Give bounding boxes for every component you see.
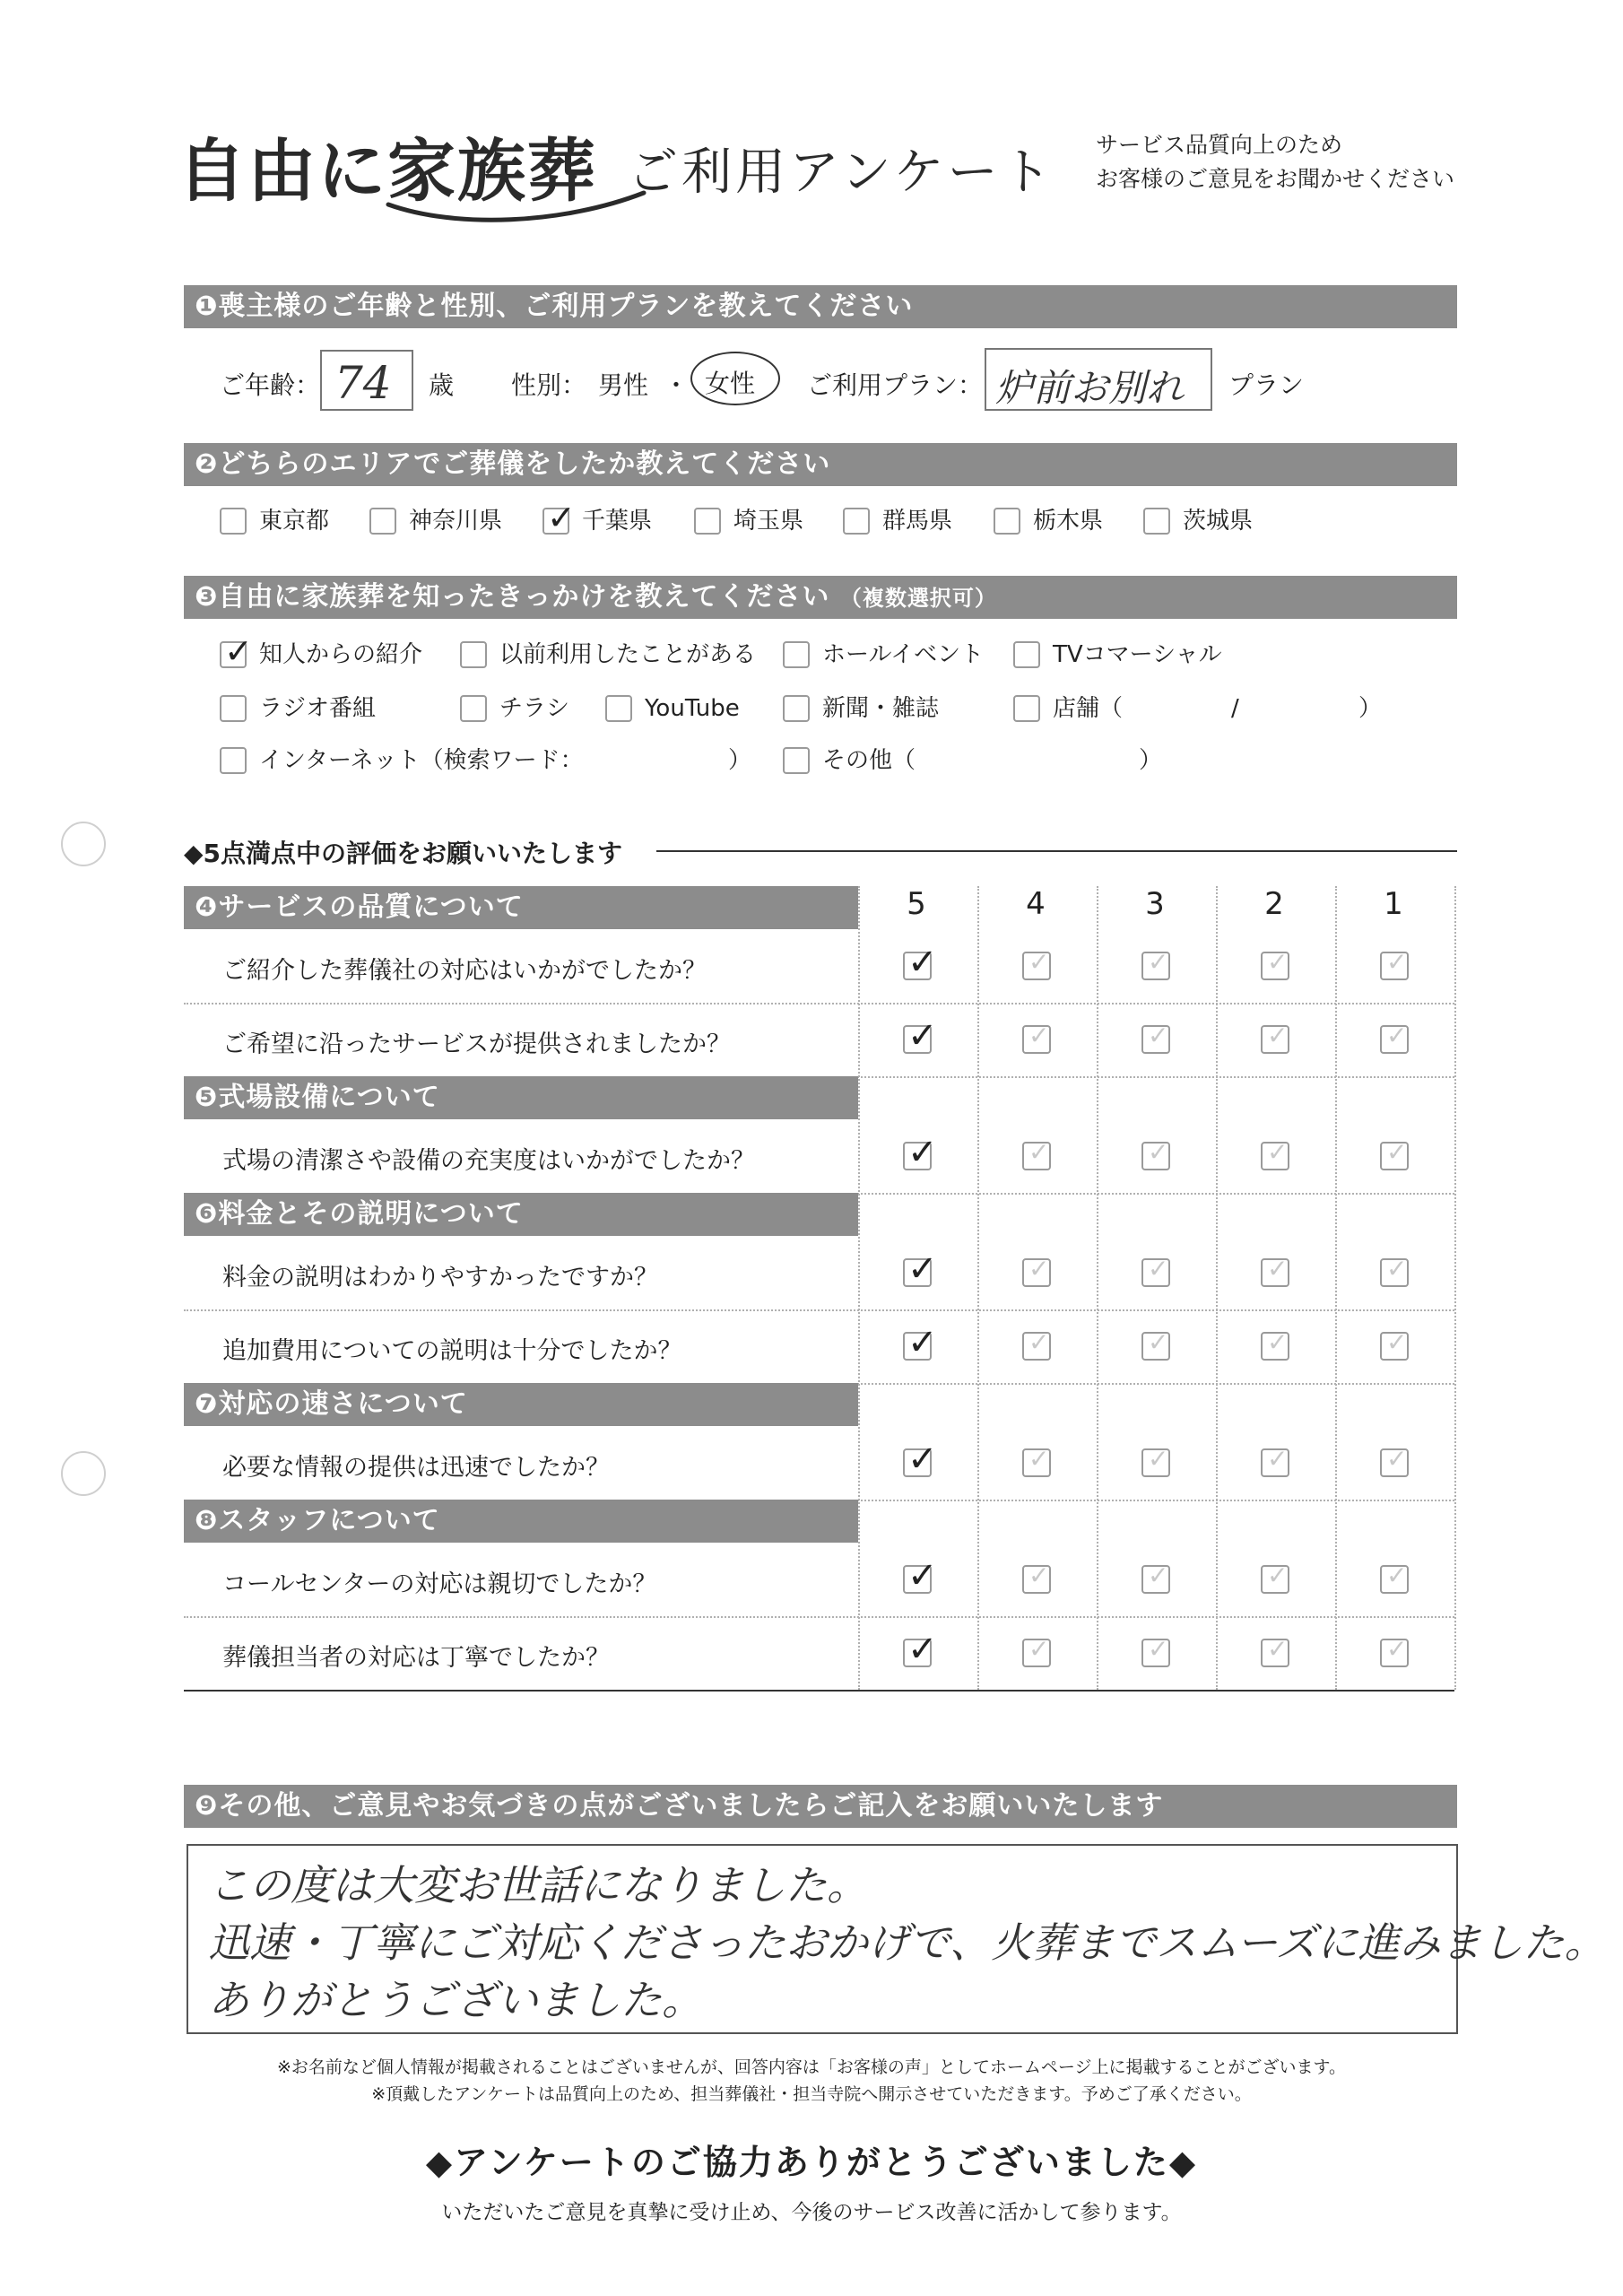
checkmark-icon: ✓ — [1028, 1327, 1050, 1357]
trigger-label-6: チラシ — [499, 695, 570, 722]
gender-male-option[interactable]: 男性 — [598, 370, 649, 400]
section-3-heading-text: ❸自由に家族葬を知ったきっかけを教えてください — [195, 581, 830, 613]
rating-checkbox-4[interactable] — [1022, 1137, 1051, 1170]
store-close-paren: ） — [1358, 695, 1383, 722]
area-label-3: 千葉県 — [582, 508, 653, 535]
checkmark-icon: ✓ — [1267, 1634, 1289, 1664]
column-divider — [1454, 886, 1456, 1690]
checkmark-icon: ✓ — [1028, 1444, 1050, 1474]
checkmark-icon: ✓ — [907, 1015, 938, 1057]
column-divider — [1216, 886, 1218, 1690]
trigger-checkbox-11[interactable] — [783, 747, 810, 774]
area-checkbox-4[interactable] — [694, 508, 721, 535]
rating-checkbox-5[interactable] — [903, 1132, 938, 1173]
rating-checkbox-1[interactable] — [1380, 1254, 1409, 1287]
checkmark-icon: ✓ — [1148, 1021, 1169, 1050]
trigger-checkbox-2[interactable] — [460, 641, 487, 668]
logo — [178, 117, 597, 214]
section-9-heading: ❾その他、ご意見やお気づきの点がございましたらご記入をお願いいたします — [184, 1785, 1457, 1828]
plan-unit: プラン — [1228, 370, 1305, 400]
area-label-1: 東京都 — [259, 508, 330, 535]
rating-checkbox-2[interactable] — [1261, 1634, 1289, 1667]
checkmark-icon: ✓ — [1028, 1561, 1050, 1590]
section-3-heading-note: （複数選択可） — [839, 586, 997, 611]
column-divider — [1335, 886, 1337, 1690]
score-header-2: 2 — [1264, 886, 1284, 922]
checkmark-icon: ✓ — [1267, 1254, 1289, 1283]
checkmark-icon: ✓ — [1386, 947, 1408, 977]
trigger-label-11: その他（ — [822, 747, 916, 774]
trigger-label-8: 新聞・雑誌 — [822, 695, 940, 722]
rating-checkbox-3[interactable] — [1141, 1561, 1170, 1594]
checkmark-icon: ✓ — [1028, 1137, 1050, 1167]
logo-swoosh — [384, 188, 653, 224]
trigger-label-5: ラジオ番組 — [259, 695, 377, 722]
area-checkbox-6[interactable] — [994, 508, 1020, 535]
checkmark-icon: ✓ — [1028, 1254, 1050, 1283]
rating-checkbox-5[interactable] — [903, 942, 938, 983]
rating-checkbox-4[interactable] — [1022, 1634, 1051, 1667]
comment-box[interactable] — [187, 1844, 1606, 2034]
rating-question: 料金の説明はわかりやすかったですか？ — [222, 1264, 658, 1292]
rating-checkbox-5[interactable] — [903, 1015, 938, 1057]
internet-close-paren: ） — [728, 747, 752, 774]
rating-intro-rule — [656, 850, 1457, 852]
other-close-paren: ） — [1139, 747, 1163, 774]
trigger-label-4: TVコマーシャル — [1053, 641, 1222, 668]
gender-female-option[interactable] — [690, 352, 780, 405]
plan-label: ご利用プラン： — [807, 370, 984, 400]
rating-checkbox-4[interactable] — [1022, 1444, 1051, 1477]
checkmark-icon: ✓ — [1386, 1327, 1408, 1357]
rating-checkbox-4[interactable] — [1022, 1021, 1051, 1054]
section-2-heading: ❷どちらのエリアでご葬儀をしたか教えてください — [184, 443, 1457, 486]
rating-checkbox-3[interactable] — [1141, 1634, 1170, 1667]
rating-checkbox-1[interactable] — [1380, 1444, 1409, 1477]
checkmark-icon: ✓ — [1386, 1254, 1408, 1283]
area-checkbox-5[interactable] — [843, 508, 870, 535]
rating-question: 式場の清潔さや設備の充実度はいかがでしたか？ — [222, 1147, 755, 1175]
trigger-checkbox-3[interactable] — [783, 641, 810, 668]
checkmark-icon: ✓ — [1386, 1561, 1408, 1590]
rating-checkbox-1[interactable] — [1380, 1327, 1409, 1361]
checkmark-icon: ✓ — [224, 631, 253, 671]
rating-checkbox-1[interactable] — [1380, 1021, 1409, 1054]
rating-checkbox-1[interactable] — [1380, 1634, 1409, 1667]
rating-question: 葬儀担当者の対応は丁寧でしたか？ — [222, 1644, 610, 1672]
rating-checkbox-1[interactable] — [1380, 1561, 1409, 1594]
checkmark-icon: ✓ — [907, 1248, 938, 1290]
trigger-checkbox-8[interactable] — [783, 695, 810, 722]
logo-text: 自由に家族葬 — [178, 131, 597, 211]
rating-checkbox-2[interactable] — [1261, 1327, 1289, 1361]
area-checkbox-7[interactable] — [1143, 508, 1170, 535]
rating-checkbox-2[interactable] — [1261, 1444, 1289, 1477]
trigger-label-2: 以前利用したことがある — [499, 641, 757, 668]
age-label: ご年齢： — [220, 370, 321, 400]
rating-checkbox-3[interactable] — [1141, 947, 1170, 980]
header-note-2: お客様のご意見をお聞かせください — [1096, 166, 1455, 192]
comment-line-3: ありがとうございました。 — [208, 1976, 703, 2024]
row-divider — [184, 1616, 1454, 1618]
rating-checkbox-2[interactable] — [1261, 947, 1289, 980]
section-1-heading: ❶喪主様のご年齢と性別、ご利用プランを教えてください — [184, 285, 1457, 328]
rating-table-bottom-rule — [184, 1690, 1454, 1692]
checkmark-icon: ✓ — [1267, 1327, 1289, 1357]
rating-checkbox-4[interactable] — [1022, 1254, 1051, 1287]
rating-section-heading-2: ❺式場設備について — [184, 1076, 858, 1119]
area-checkbox-2[interactable] — [369, 508, 396, 535]
checkmark-icon: ✓ — [907, 1555, 938, 1596]
checkmark-icon: ✓ — [1267, 1137, 1289, 1167]
section-3-heading — [184, 576, 1457, 619]
rating-checkbox-4[interactable] — [1022, 947, 1051, 980]
area-label-2: 神奈川県 — [409, 508, 503, 535]
rating-section-heading-1: ❹サービスの品質について — [184, 886, 858, 929]
checkmark-icon: ✓ — [1267, 947, 1289, 977]
rating-checkbox-3[interactable] — [1141, 1444, 1170, 1477]
score-header-3: 3 — [1145, 886, 1165, 922]
checkmark-icon: ✓ — [1028, 1021, 1050, 1050]
checkmark-icon: ✓ — [1148, 1137, 1169, 1167]
rating-checkbox-5[interactable] — [903, 1248, 938, 1290]
rating-question: ご希望に沿ったサービスが提供されましたか？ — [222, 1031, 731, 1058]
checkmark-icon: ✓ — [1267, 1021, 1289, 1050]
privacy-note-1: ※お名前など個人情報が掲載されることはございませんが、回答内容は「お客様の声」としてホームページ上に掲載することがございます。 — [276, 2057, 1347, 2077]
comment-line-2: 迅速・丁寧にご対応くださったおかげで、火葬までスムーズに進みました。 — [208, 1918, 1606, 1967]
area-label-4: 埼玉県 — [733, 508, 804, 535]
rating-checkbox-2[interactable] — [1261, 1021, 1289, 1054]
area-label-5: 群馬県 — [882, 508, 953, 535]
store-slash: / — [1231, 695, 1239, 722]
checkmark-icon: ✓ — [907, 1132, 938, 1173]
checkmark-icon: ✓ — [1148, 1634, 1169, 1664]
checkmark-icon: ✓ — [1028, 1634, 1050, 1664]
checkmark-icon: ✓ — [1148, 1254, 1169, 1283]
rating-checkbox-5[interactable] — [903, 1322, 938, 1363]
rating-checkbox-1[interactable] — [1380, 1137, 1409, 1170]
plan-value: 炉前お別れ — [995, 366, 1185, 410]
comment-line-1: この度は大変お世話になりました。 — [208, 1861, 868, 1909]
trigger-checkbox-1[interactable] — [220, 631, 253, 671]
rating-question: 必要な情報の提供は迅速でしたか？ — [222, 1454, 610, 1482]
survey-title: ご利用アンケート — [628, 144, 1055, 202]
trigger-checkbox-7[interactable] — [605, 695, 632, 722]
age-field[interactable] — [320, 350, 413, 411]
checkmark-icon: ✓ — [1267, 1444, 1289, 1474]
rating-checkbox-2[interactable] — [1261, 1561, 1289, 1594]
checkmark-icon: ✓ — [547, 498, 576, 537]
checkmark-icon: ✓ — [907, 1629, 938, 1670]
trigger-checkbox-4[interactable] — [1013, 641, 1040, 668]
checkmark-icon: ✓ — [1148, 1327, 1169, 1357]
age-value: 74 — [334, 357, 392, 409]
checkmark-icon: ✓ — [1386, 1444, 1408, 1474]
trigger-label-9: 店舗（ — [1053, 695, 1124, 722]
area-label-7: 茨城県 — [1183, 508, 1254, 535]
checkmark-icon: ✓ — [1386, 1021, 1408, 1050]
row-divider — [184, 1309, 1454, 1311]
checkmark-icon: ✓ — [1386, 1137, 1408, 1167]
rating-section-heading-3: ❻料金とその説明について — [184, 1193, 858, 1236]
score-header-1: 1 — [1384, 886, 1403, 922]
plan-field[interactable] — [985, 348, 1212, 411]
gender-label: 性別： — [511, 370, 587, 400]
column-divider — [977, 886, 979, 1690]
age-unit: 歳 — [429, 370, 455, 400]
punch-hole-top — [61, 822, 106, 866]
rating-intro: ◆5点満点中の評価をお願いいたします — [184, 839, 623, 868]
checkmark-icon: ✓ — [907, 942, 938, 983]
rating-checkbox-2[interactable] — [1261, 1254, 1289, 1287]
trigger-checkbox-6[interactable] — [460, 695, 487, 722]
privacy-note-2: ※頂戴したアンケートは品質向上のため、担当葬儀社・担当寺院へ開示させていただきます。予めご了承ください。 — [371, 2084, 1252, 2104]
rating-checkbox-5[interactable] — [903, 1555, 938, 1596]
rating-question: ご紹介した葬儀社の対応はいかがでしたか？ — [222, 957, 707, 985]
rating-checkbox-4[interactable] — [1022, 1561, 1051, 1594]
row-divider — [184, 1003, 1454, 1004]
checkmark-icon: ✓ — [1386, 1634, 1408, 1664]
rating-checkbox-3[interactable] — [1141, 1021, 1170, 1054]
rating-section-heading-5: ❽スタッフについて — [184, 1500, 858, 1543]
rating-checkbox-3[interactable] — [1141, 1254, 1170, 1287]
checkmark-icon: ✓ — [1148, 1561, 1169, 1590]
rating-checkbox-1[interactable] — [1380, 947, 1409, 980]
area-checkbox-1[interactable] — [220, 508, 247, 535]
footer-sub: いただいたご意見を真摯に受け止め、今後のサービス改善に活かして参ります。 — [441, 2201, 1182, 2224]
trigger-checkbox-5[interactable] — [220, 695, 247, 722]
area-label-6: 栃木県 — [1033, 508, 1104, 535]
trigger-label-10: インターネット（検索ワード： — [259, 747, 584, 774]
area-checkbox-3[interactable] — [542, 498, 576, 537]
rating-section-heading-4: ❼対応の速さについて — [184, 1383, 858, 1426]
column-divider — [858, 886, 860, 1690]
rating-checkbox-2[interactable] — [1261, 1137, 1289, 1170]
rating-checkbox-5[interactable] — [903, 1439, 938, 1480]
rating-checkbox-5[interactable] — [903, 1629, 938, 1670]
trigger-label-1: 知人からの紹介 — [259, 641, 423, 668]
column-divider — [1097, 886, 1098, 1690]
rating-checkbox-3[interactable] — [1141, 1327, 1170, 1361]
rating-question: 追加費用についての説明は十分でしたか？ — [222, 1337, 682, 1365]
punch-hole-bottom — [61, 1451, 106, 1496]
trigger-label-7: YouTube — [645, 695, 740, 722]
checkmark-icon: ✓ — [1148, 1444, 1169, 1474]
gender-separator: ・ — [664, 370, 690, 400]
rating-checkbox-3[interactable] — [1141, 1137, 1170, 1170]
checkmark-icon: ✓ — [1148, 947, 1169, 977]
trigger-checkbox-9[interactable] — [1013, 695, 1040, 722]
score-header-4: 4 — [1026, 886, 1046, 922]
checkmark-icon: ✓ — [1267, 1561, 1289, 1590]
checkmark-icon: ✓ — [1028, 947, 1050, 977]
checkmark-icon: ✓ — [907, 1322, 938, 1363]
gender-female-label: 女性 — [705, 369, 756, 398]
checkmark-icon: ✓ — [907, 1439, 938, 1480]
header-note-1: サービス品質向上のため — [1096, 132, 1343, 158]
score-header-5: 5 — [907, 886, 926, 922]
rating-question: コールセンターの対応は親切でしたか？ — [222, 1570, 657, 1598]
footer-thanks: ◆アンケートのご協力ありがとうございました◆ — [425, 2143, 1198, 2182]
rating-checkbox-4[interactable] — [1022, 1327, 1051, 1361]
trigger-checkbox-10[interactable] — [220, 747, 247, 774]
trigger-label-3: ホールイベント — [822, 641, 985, 668]
